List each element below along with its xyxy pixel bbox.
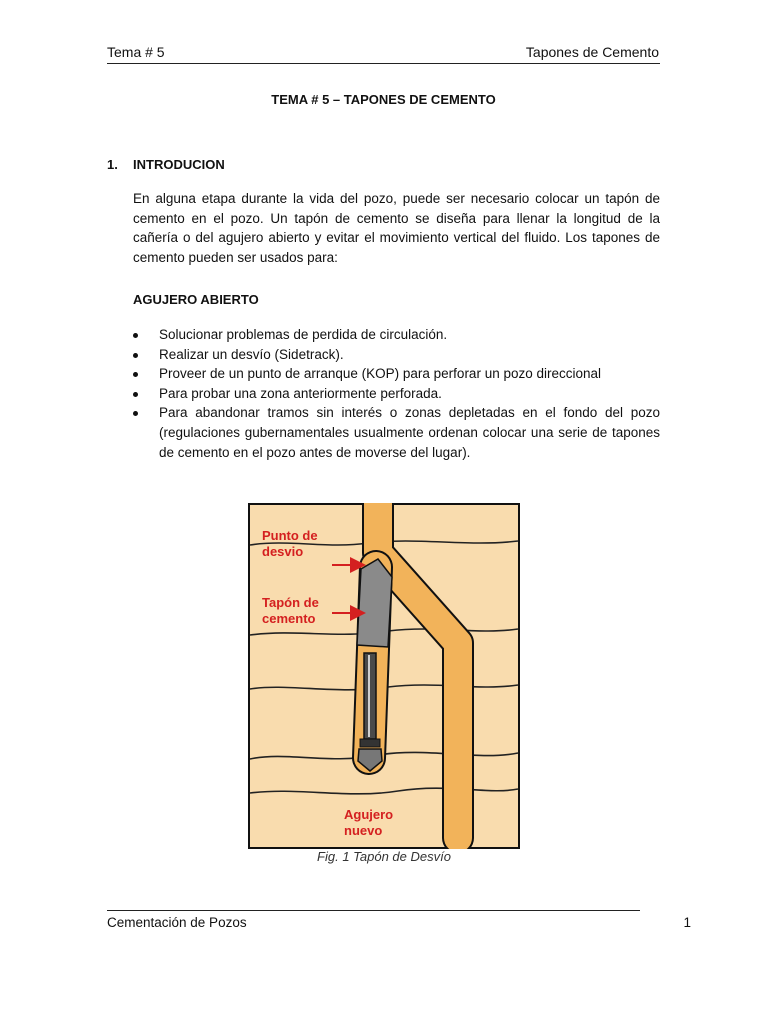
bullet-icon xyxy=(133,392,138,397)
newhole-label-line2: nuevo xyxy=(344,823,383,838)
list-item-text: Proveer de un punto de arranque (KOP) para perforar un pozo direccional xyxy=(159,366,602,382)
list-item xyxy=(133,325,660,345)
section-heading: INTRODUCION xyxy=(133,157,225,172)
subsection-heading: AGUJERO ABIERTO xyxy=(133,292,259,307)
header-rule xyxy=(107,63,660,64)
section-number: 1. xyxy=(107,157,118,172)
bullet-icon xyxy=(133,372,138,377)
list-item-text: Para probar una zona anteriormente perforada. xyxy=(159,385,442,401)
bullet-list xyxy=(133,325,660,462)
page-number: 1 xyxy=(683,915,691,930)
list-item xyxy=(133,345,660,365)
kickoff-label-line1: Punto de xyxy=(262,528,318,543)
figure-caption: Fig. 1 Tapón de Desvío xyxy=(317,849,451,864)
list-item-text: Realizar un desvío (Sidetrack). xyxy=(159,346,344,362)
plug-label-line2: cemento xyxy=(262,611,316,626)
header-left: Tema # 5 xyxy=(107,44,165,60)
intro-paragraph: En alguna etapa durante la vida del pozo, puede ser necesario colocar un tapón de cemento en el pozo. Un tapón de cemento se diseña para llenar la longitud de la cañería o del agujero abierto y evitar el movimiento vertical del fluido. Los tapones de cemento pueden ser usados para: xyxy=(133,191,660,266)
bullet-icon xyxy=(133,353,138,358)
plug-label-line1: Tapón de xyxy=(262,595,319,610)
sidetrack-plug-figure xyxy=(248,503,520,849)
footer-rule xyxy=(107,910,640,911)
bullet-icon xyxy=(133,333,138,338)
drill-collar xyxy=(360,739,380,747)
footer-left: Cementación de Pozos xyxy=(107,915,247,930)
document-title: TEMA # 5 – TAPONES DE CEMENTO xyxy=(271,92,496,107)
kickoff-label-line2: desvio xyxy=(262,544,304,559)
list-item-text: Para abandonar tramos sin interés o zonas depletadas en el fondo del pozo (regulaciones gubernamentales usualmente ordenan colocar una serie de tapones de cemento en el pozo antes de moverse del lugar). xyxy=(159,405,660,460)
list-item xyxy=(133,384,660,404)
list-item xyxy=(133,403,660,462)
list-item xyxy=(133,364,660,384)
cement-plug xyxy=(357,559,392,647)
header-right: Tapones de Cemento xyxy=(525,44,659,60)
bullet-icon xyxy=(133,411,138,416)
newhole-label-line1: Agujero xyxy=(344,807,394,822)
list-item-text: Solucionar problemas de perdida de circulación. xyxy=(159,327,448,342)
